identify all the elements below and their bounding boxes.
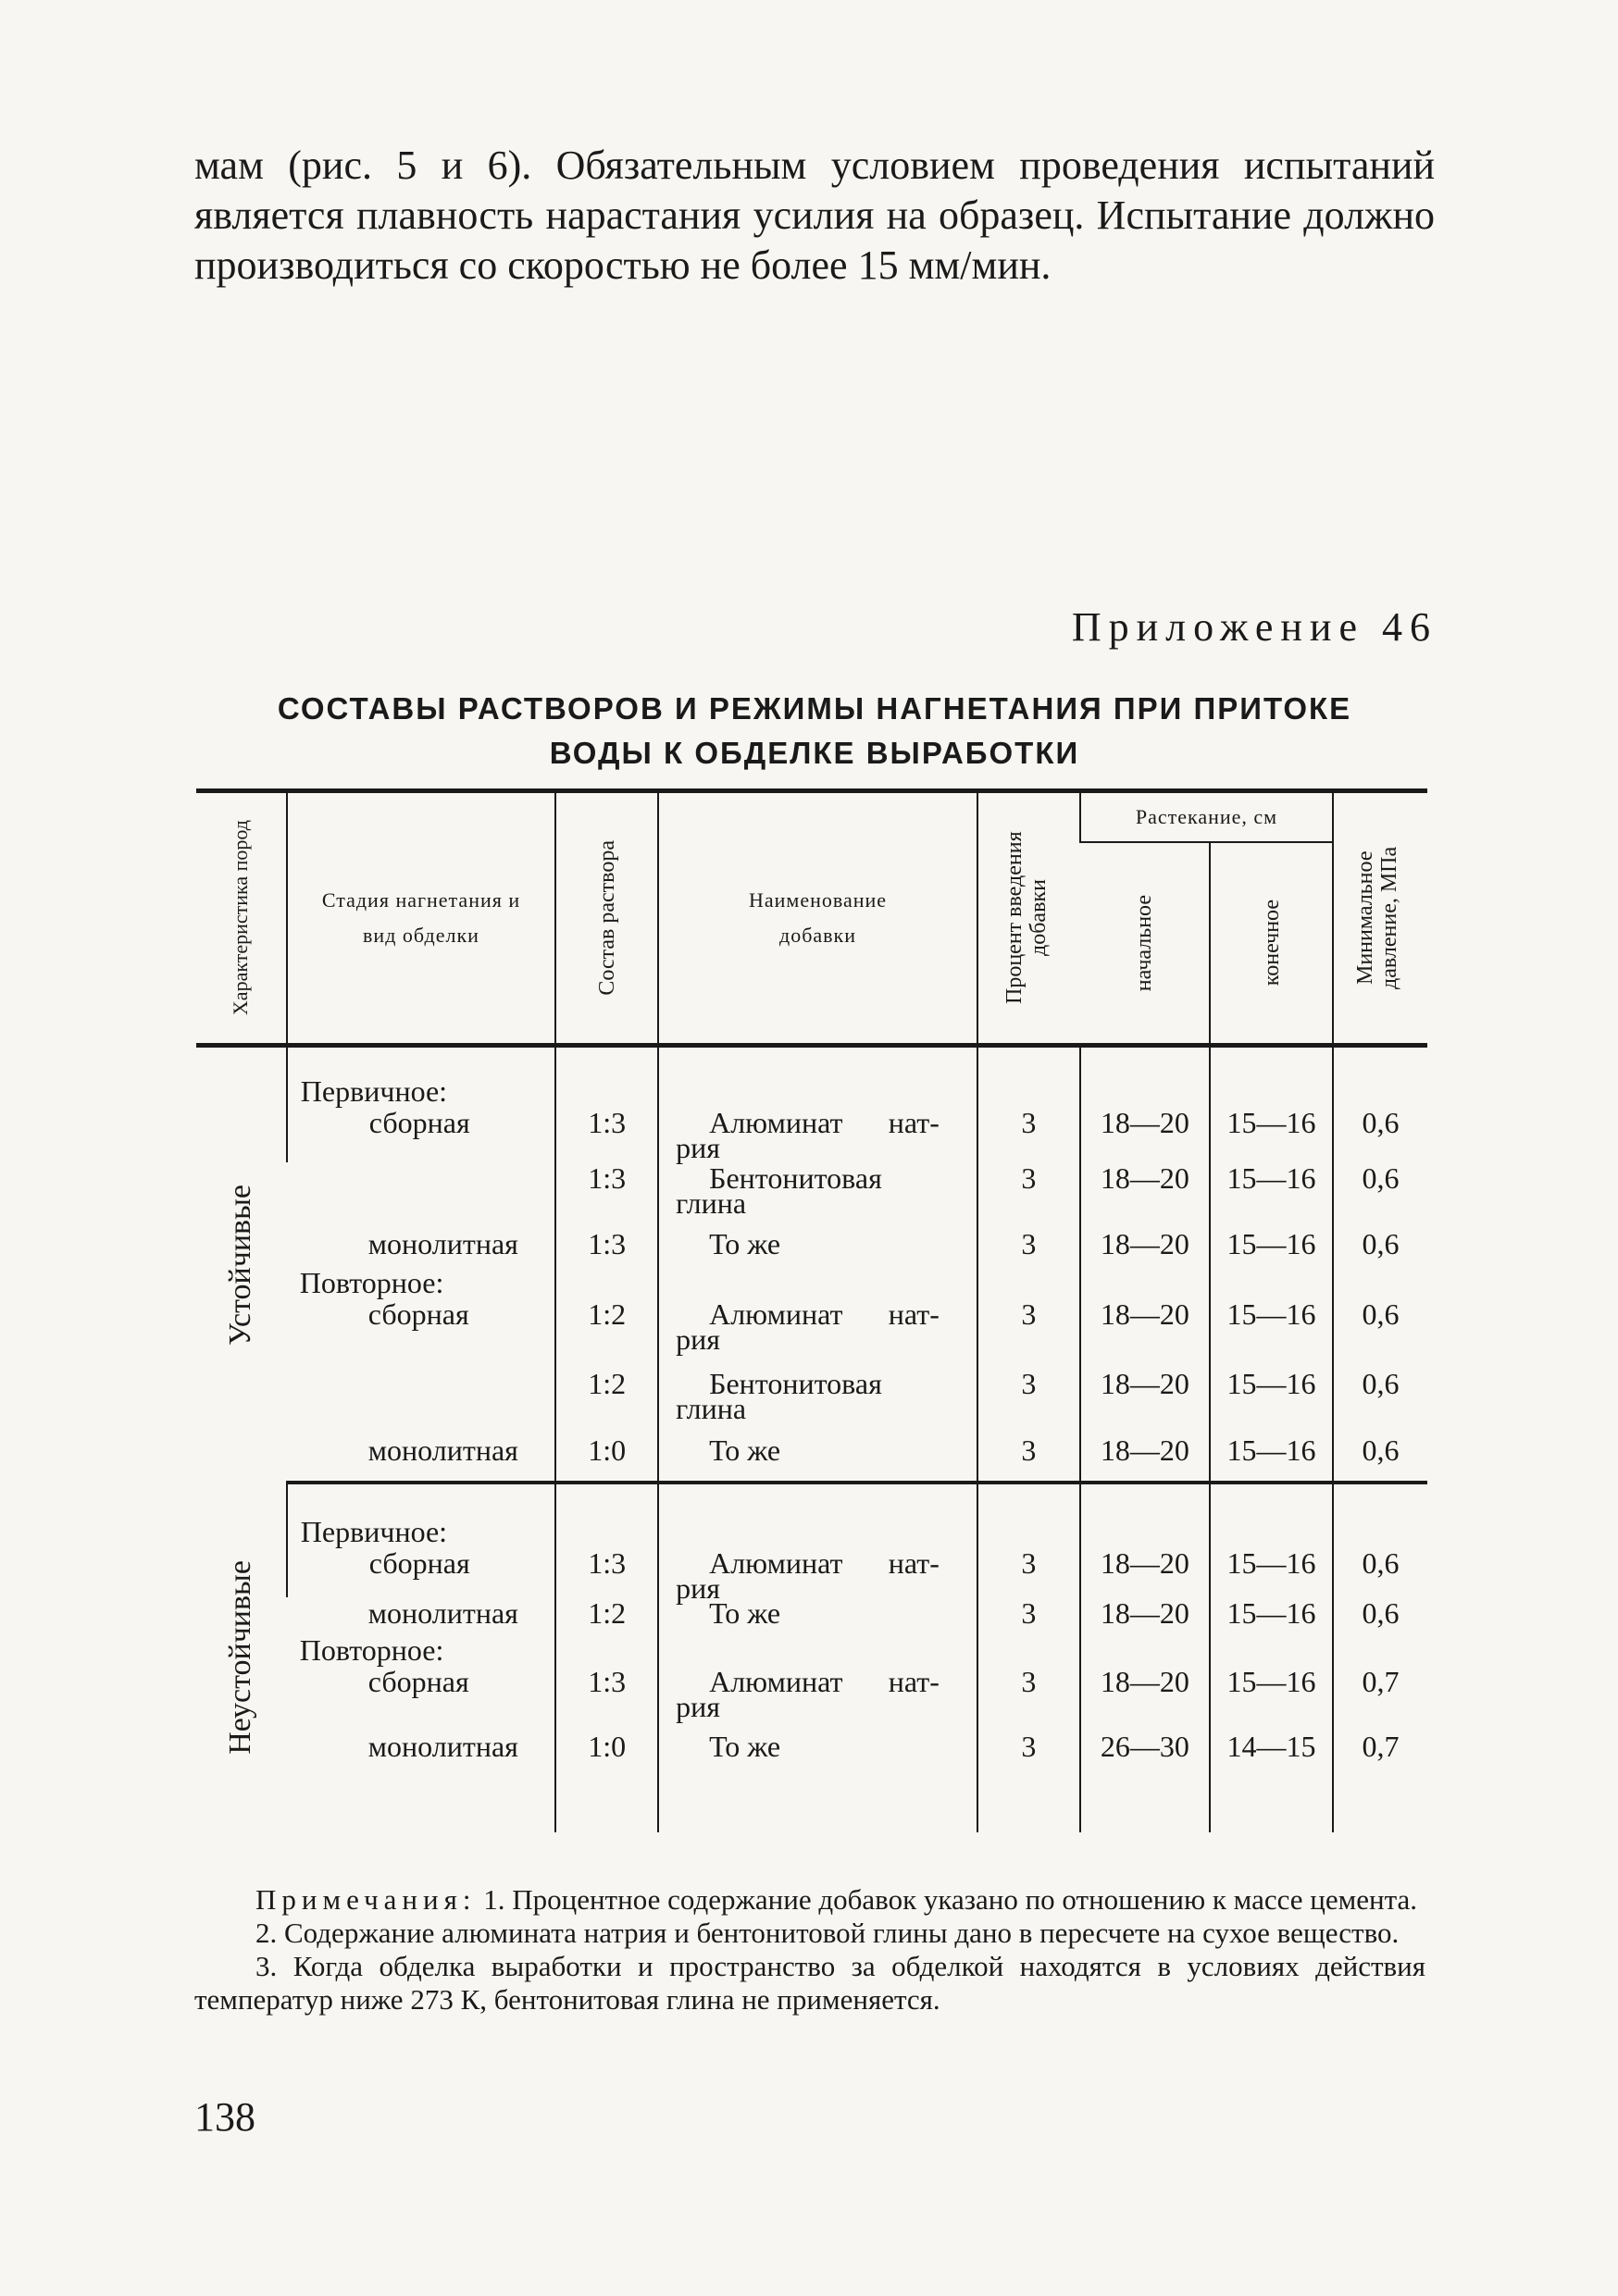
- notes-section: [194, 1883, 1425, 2017]
- header-pressure: Минимальное давление, МПа: [1333, 791, 1427, 1046]
- additive-cell: Бентонитовая глина: [658, 1368, 977, 1433]
- header-additive: Наименование добавки: [658, 791, 977, 1046]
- percent-cell: 3: [977, 1267, 1080, 1368]
- composition-cell: 1:3: [555, 1228, 658, 1267]
- header-spread-initial: начальное: [1080, 842, 1210, 1046]
- data-table: [196, 788, 1427, 1832]
- header-rock: Характеристика пород: [196, 791, 287, 1046]
- header-percent: Процент введения добавки: [977, 791, 1080, 1046]
- spread-initial-cell: 18—20: [1080, 1162, 1210, 1228]
- additive-cell: Алюминат нат- рия: [658, 1634, 977, 1731]
- composition-cell: 1:0: [555, 1731, 658, 1832]
- stage-cell: Повторное: сборная: [299, 1633, 469, 1698]
- spread-final-cell: 15—16: [1210, 1368, 1333, 1433]
- header-spread: Растекание, см: [1080, 791, 1333, 842]
- spread-initial-cell: 18—20: [1080, 1597, 1210, 1634]
- stage-cell: [287, 1162, 555, 1228]
- table-title: [185, 687, 1444, 776]
- additive-cell: То же: [658, 1228, 977, 1267]
- percent-cell: 3: [977, 1046, 1080, 1162]
- percent-cell: 3: [977, 1597, 1080, 1634]
- spread-final-cell: 15—16: [1210, 1634, 1333, 1731]
- composition-cell: 1:2: [555, 1267, 658, 1368]
- group-stable: [196, 1046, 1427, 1483]
- spread-final-cell: 15—16: [1210, 1267, 1333, 1368]
- spread-initial-cell: 18—20: [1080, 1634, 1210, 1731]
- stage-cell: монолитная: [287, 1434, 555, 1483]
- group-unstable: [196, 1483, 1427, 1832]
- table-title-line2: ВОДЫ К ОБДЕЛКЕ ВЫРАБОТКИ: [549, 736, 1080, 770]
- note-1: Примечания: 1. Процентное содержание добавок указано по отношению к массе цемента.: [255, 1883, 1418, 1916]
- composition-cell: 1:3: [555, 1162, 658, 1228]
- composition-cell: 1:3: [555, 1634, 658, 1731]
- table-title-line1: СОСТАВЫ РАСТВОРОВ И РЕЖИМЫ НАГНЕТАНИЯ ПРИ ПРИТОКЕ: [277, 691, 1352, 726]
- spread-initial-cell: 18—20: [1080, 1434, 1210, 1483]
- stage-cell: Повторное: сборная: [299, 1266, 469, 1332]
- data-table-container: [196, 788, 1427, 1832]
- composition-cell: 1:0: [555, 1434, 658, 1483]
- spread-initial-cell: 18—20: [1080, 1046, 1210, 1162]
- spread-final-cell: 15—16: [1210, 1046, 1333, 1162]
- spread-final-cell: 15—16: [1210, 1434, 1333, 1483]
- percent-cell: 3: [977, 1731, 1080, 1832]
- spread-initial-cell: 18—20: [1080, 1483, 1210, 1597]
- pressure-cell: 0,6: [1333, 1597, 1427, 1634]
- composition-cell: 1:2: [555, 1597, 658, 1634]
- additive-cell: То же: [658, 1731, 977, 1832]
- spread-final-cell: 15—16: [1210, 1483, 1333, 1597]
- additive-cell: То же: [658, 1597, 977, 1634]
- pressure-cell: 0,6: [1333, 1483, 1427, 1597]
- pressure-cell: 0,7: [1333, 1731, 1427, 1832]
- percent-cell: 3: [977, 1434, 1080, 1483]
- header-spread-final: конечное: [1210, 842, 1333, 1046]
- percent-cell: 3: [977, 1483, 1080, 1597]
- header-stage: Стадия нагнетания и вид обделки: [287, 791, 555, 1046]
- stage-cell: Первичное: сборная: [287, 1046, 555, 1162]
- percent-cell: 3: [977, 1162, 1080, 1228]
- spread-initial-cell: 26—30: [1080, 1731, 1210, 1832]
- composition-cell: 1:3: [555, 1046, 658, 1162]
- rock-type-cell: Неустойчивые: [223, 1560, 258, 1755]
- note-3: 3. Когда обделка выработки и пространство за обделкой находятся в условиях действия температур ниже 273 К, бентонитовая глина не применяется.: [194, 1950, 1425, 2016]
- composition-cell: 1:2: [555, 1368, 658, 1433]
- percent-cell: 3: [977, 1228, 1080, 1267]
- appendix-label: Приложение 46: [1071, 604, 1438, 650]
- stage-cell: монолитная: [367, 1596, 518, 1630]
- stage-cell: [287, 1368, 555, 1433]
- rock-type-cell: Устойчивые: [223, 1185, 258, 1346]
- pressure-cell: 0,6: [1333, 1162, 1427, 1228]
- spread-initial-cell: 18—20: [1080, 1368, 1210, 1433]
- additive-cell: Алюминат нат- рия: [658, 1483, 977, 1597]
- spread-final-cell: 15—16: [1210, 1597, 1333, 1634]
- page-number: 138: [194, 2094, 255, 2140]
- additive-cell: Бентонитовая глина: [658, 1162, 977, 1228]
- header-composition: Состав раствора: [555, 791, 658, 1046]
- pressure-cell: 0,6: [1333, 1267, 1427, 1368]
- stage-cell: монолитная: [367, 1730, 518, 1763]
- percent-cell: 3: [977, 1368, 1080, 1433]
- additive-cell: Алюминат нат- рия: [658, 1046, 977, 1162]
- stage-cell: монолитная: [367, 1227, 518, 1261]
- pressure-cell: 0,6: [1333, 1046, 1427, 1162]
- spread-final-cell: 15—16: [1210, 1162, 1333, 1228]
- spread-final-cell: 14—15: [1210, 1731, 1333, 1832]
- composition-cell: 1:3: [555, 1483, 658, 1597]
- notes-label: Примечания:: [255, 1883, 477, 1916]
- spread-final-cell: 15—16: [1210, 1228, 1333, 1267]
- pressure-cell: 0,7: [1333, 1634, 1427, 1731]
- pressure-cell: 0,6: [1333, 1368, 1427, 1433]
- note-2: 2. Содержание алюмината натрия и бентонитовой глины дано в пересчете на сухое вещество.: [255, 1917, 1400, 1949]
- stage-cell: Первичное: сборная: [287, 1483, 555, 1597]
- additive-cell: Алюминат нат- рия: [658, 1267, 977, 1368]
- spread-initial-cell: 18—20: [1080, 1267, 1210, 1368]
- intro-paragraph: мам (рис. 5 и 6). Обязательным условием проведения испытаний является плавность нарастания усилия на образец. Испытание должно производиться со скоростью не более 15 мм/мин.: [194, 143, 1435, 288]
- pressure-cell: 0,6: [1333, 1228, 1427, 1267]
- pressure-cell: 0,6: [1333, 1434, 1427, 1483]
- additive-cell: То же: [658, 1434, 977, 1483]
- spread-initial-cell: 18—20: [1080, 1228, 1210, 1267]
- percent-cell: 3: [977, 1634, 1080, 1731]
